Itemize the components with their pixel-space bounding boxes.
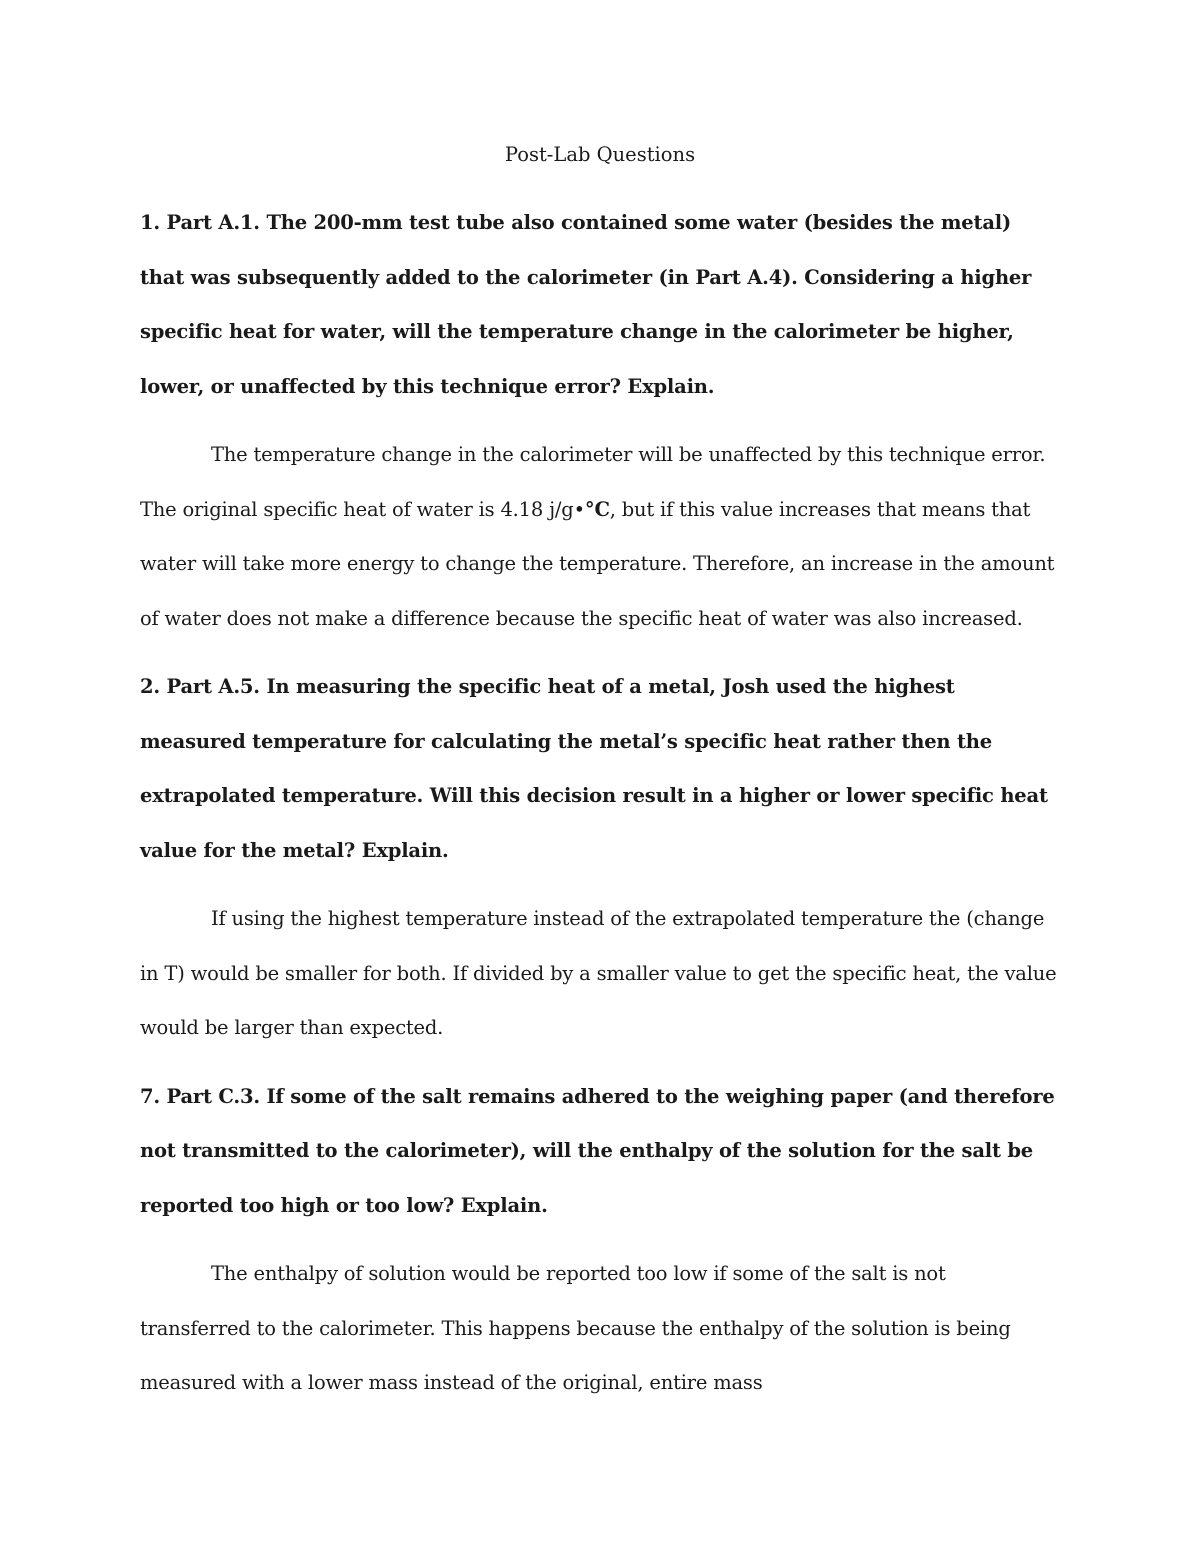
spacer	[140, 182, 1060, 196]
spacer	[140, 878, 1060, 892]
answer-1-unit	[585, 498, 610, 521]
answer-1-text-b: , but if this value increases that means that water will take more energy to change the temperature. Therefore, an increase in the amount of water does not make a difference because the specific heat of water was also increased.	[140, 497, 1055, 630]
spacer	[140, 646, 1060, 660]
question-7: 7. Part C.3. If some of the salt remains adhered to the weighing paper (and therefore not transmitted to the calorimeter), will the enthalpy of the solution for the salt be reported too high or too low? Explain.	[140, 1084, 1055, 1217]
answer-1	[140, 428, 1060, 646]
page-title: Post-Lab Questions	[504, 143, 696, 166]
answer-2: If using the highest temperature instead of the extrapolated temperature the (change in T) would be smaller for both. If divided by a smaller value to get the specific heat, the value would be larger than expected.	[140, 907, 1057, 1039]
document-body	[140, 128, 1060, 1411]
spacer	[140, 1233, 1060, 1247]
spacer	[140, 414, 1060, 428]
answer-7: The enthalpy of solution would be reported too low if some of the salt is not transferred to the calorimeter. This happens because the enthalpy of the solution is being measured with a lower mass instead of the original, entire mass	[140, 1262, 1011, 1394]
question-2: 2. Part A.5. In measuring the specific heat of a metal, Josh used the highest measured temperature for calculating the metal’s specific heat rather then the extrapolated temperature. Will this decision result in a higher or lower specific heat value for the metal? Explain.	[140, 675, 1048, 862]
answer-1-text-a: The temperature change in the calorimeter will be unaffected by this technique error. The original specific heat of water is 4.18 j/g•	[140, 443, 1046, 521]
question-1: 1. Part A.1. The 200-mm test tube also contained some water (besides the metal) that was subsequently added to the calorimeter (in Part A.4). Considering a higher specific heat for water, will the temperature change in the calorimeter be higher, lower, or unaffected by this technique error? Explain.	[140, 211, 1032, 398]
answer-1-unit-text: °C	[584, 497, 610, 521]
spacer	[140, 1056, 1060, 1070]
